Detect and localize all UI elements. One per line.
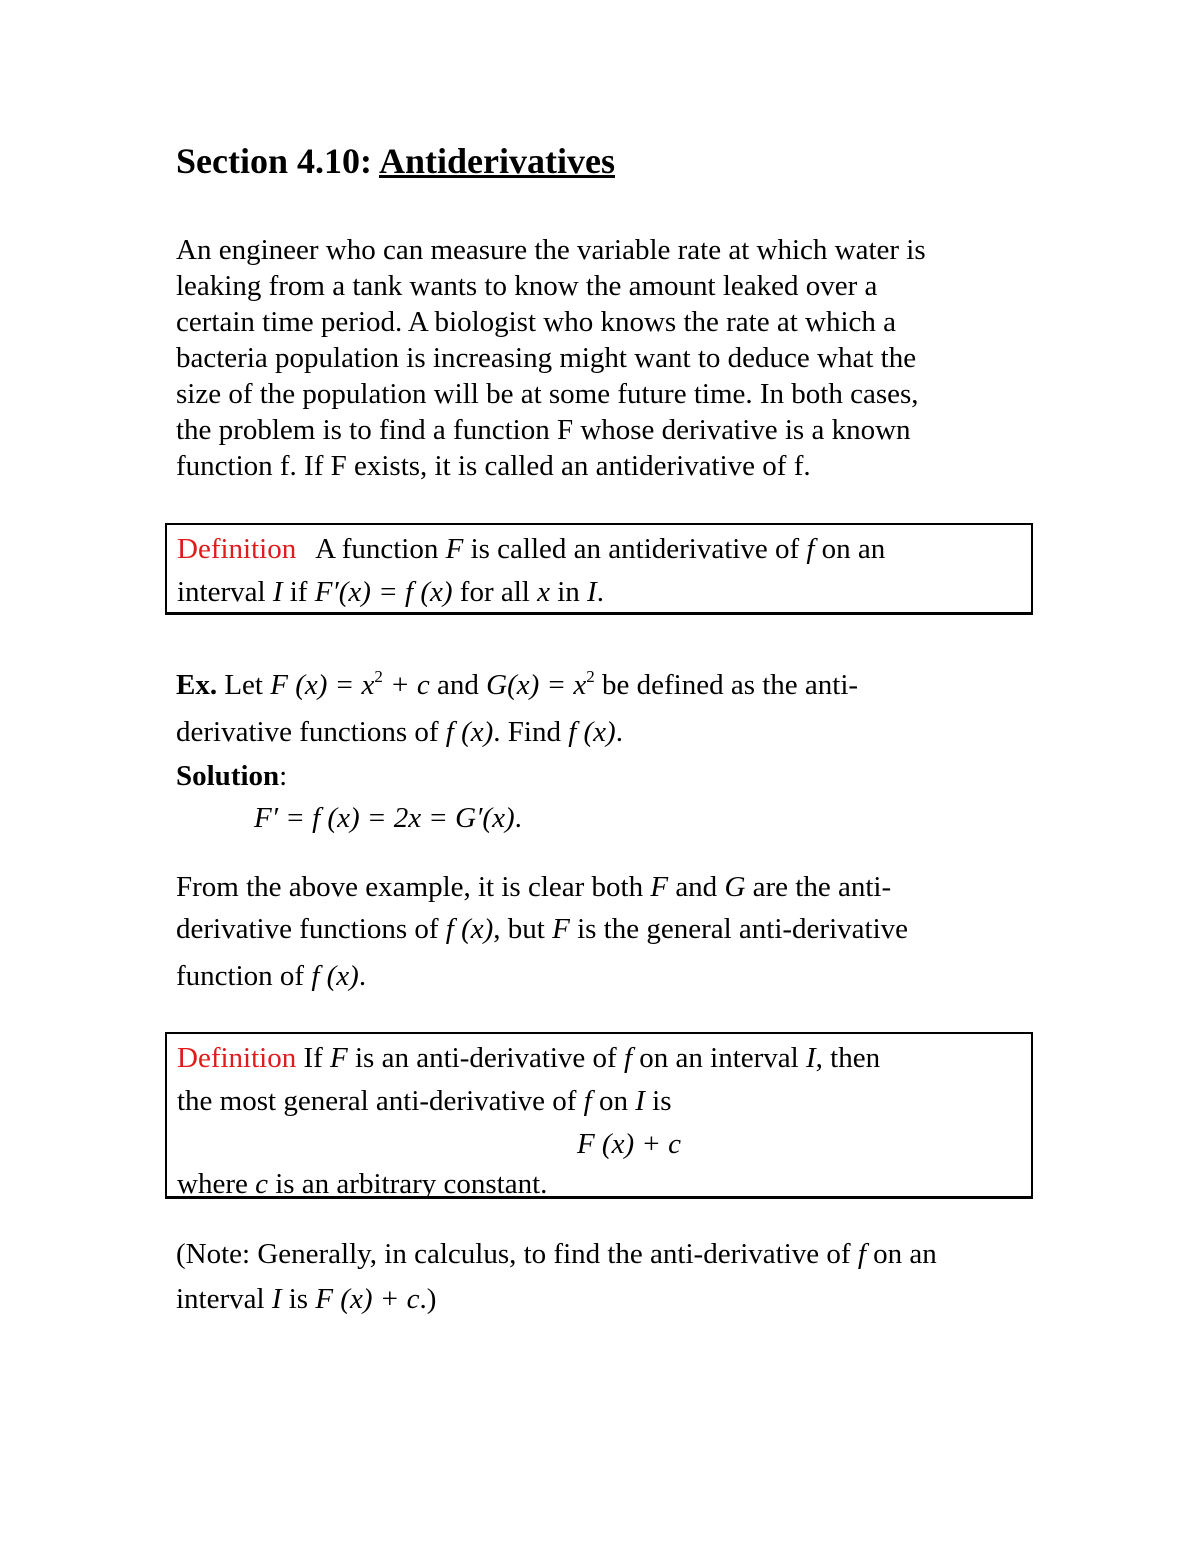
example-text: derivative functions of [176,716,439,748]
paragraph-text: derivative functions of [176,913,439,945]
punctuation: . [358,960,367,992]
definition-text: interval [177,576,266,608]
note-text: interval [176,1283,265,1315]
math-symbol: f [623,1042,633,1074]
math-equation: f (x) [568,716,616,748]
solution-label: Solution [176,760,280,792]
punctuation: . [596,576,604,608]
math-symbol: f [806,533,815,565]
example-text: and [437,669,479,701]
definition-box-antiderivative [165,523,1033,615]
math-symbol: c [255,1168,268,1200]
definition-text: on [598,1085,628,1117]
math-equation: F′ = f (x) = 2x = G′(x) [254,802,515,834]
intro-line: bacteria population is increasing might want to deduce what the [176,342,917,374]
paragraph-text: , but [493,913,545,945]
math-equation: F′(x) = f (x) [314,576,453,608]
section-number: Section 4.10: [176,141,372,181]
math-symbol: I [587,576,597,608]
exponent: 2 [374,667,383,686]
math-equation: f (x) [445,716,494,748]
example-line [176,709,1056,756]
intro-line: An engineer who can measure the variable rate at which water is [176,234,926,266]
example-text: Let [224,669,263,701]
section-heading [176,140,615,182]
note-line [176,1232,1056,1277]
paragraph-text: and [675,871,718,903]
intro-line: leaking from a tank wants to know the amount leaked over a [176,270,878,302]
punctuation: : [279,760,288,792]
math-symbol: G [724,871,746,903]
math-symbol: I [271,1283,282,1315]
definition-box-general-antiderivative [165,1032,1033,1199]
note-text: (Note: Generally, in calculus, to find the anti-derivative of [176,1238,851,1270]
punctuation: . [514,802,522,834]
definition-text: is an anti-derivative of [355,1042,617,1074]
example-block [176,653,1056,840]
math-equation: F (x) = x [270,669,375,701]
math-equation: G(x) = x [486,669,587,701]
math-symbol: F [650,871,669,903]
math-equation: f (x) [445,913,494,945]
definition-text: is an arbitrary constant. [275,1168,548,1200]
paragraph-text: are the anti- [752,871,892,903]
definition-line [177,1166,1021,1202]
definition-text: is [652,1085,672,1117]
note-paragraph [176,1232,1056,1322]
punctuation: . [615,716,623,748]
intro-line: function f. If F exists, it is called an antiderivative of f. [176,450,811,482]
definition-text: on an interval [639,1042,799,1074]
note-text: on an [873,1238,937,1270]
definition-line [177,571,1021,614]
paragraph-text: From the above example, it is clear both [176,871,644,903]
example-text: be defined as the anti- [602,669,859,701]
paragraph-text: function of [176,960,305,992]
definition-text: the most general anti-derivative of [177,1085,577,1117]
example-text: . Find [493,716,561,748]
math-formula: F (x) + c [576,1128,682,1160]
math-equation: + c [390,669,430,701]
punctuation: .) [419,1283,437,1315]
definition-line [177,1080,1021,1123]
intro-line: size of the population will be at some future time. In both cases, [176,378,919,410]
definition-text: , then [815,1042,881,1074]
definition-text: If [303,1042,323,1074]
explanation-paragraph [176,866,1056,1002]
intro-line: the problem is to find a function F whose derivative is a known [176,414,911,446]
solution-equation-line [176,796,1056,840]
example-label: Ex. [176,669,218,701]
math-symbol: I [272,576,283,608]
definition-line [177,528,1021,571]
definition-text: A function [315,533,439,565]
definition-formula-line [177,1123,1021,1166]
paragraph-line [176,908,1056,950]
exponent: 2 [586,667,595,686]
math-symbol: f [583,1085,592,1117]
paragraph-line [176,950,1056,1002]
math-symbol: F [552,913,570,945]
definition-label: Definition [177,533,297,565]
math-equation: f (x) [311,960,359,992]
note-text: is [288,1283,309,1315]
math-symbol: I [635,1085,645,1117]
definition-text: on an [821,533,886,565]
section-topic: Antiderivatives [379,141,615,181]
math-formula: F (x) + c [315,1283,420,1315]
math-symbol: I [805,1042,816,1074]
intro-paragraph [176,232,1036,484]
math-symbol: x [537,576,550,608]
definition-text: if [289,576,308,608]
paragraph-line [176,866,1056,908]
note-line [176,1277,1056,1322]
definition-text: where [177,1168,248,1200]
definition-label: Definition [177,1042,297,1074]
example-line [176,653,1056,709]
math-symbol: F [445,533,464,565]
math-symbol: F [330,1042,348,1074]
definition-text: in [557,576,580,608]
definition-text: for all [459,576,530,608]
definition-line [177,1037,1021,1080]
paragraph-text: is the general anti-derivative [577,913,908,945]
definition-text: is called an antiderivative of [470,533,800,565]
math-symbol: f [857,1238,866,1270]
intro-line: certain time period. A biologist who knows the rate at which a [176,306,897,338]
solution-heading [176,756,1056,796]
